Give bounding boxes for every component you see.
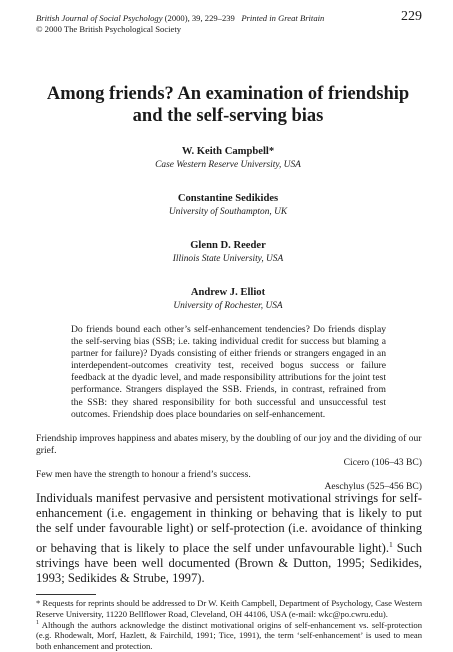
running-header [36, 13, 422, 35]
author-affiliation: University of Rochester, USA [173, 301, 283, 311]
correspondence-footnote: * Requests for reprints should be addressed to Dr W. Keith Campbell, Department of Psychology, Case Western Reserve University, 11220 Bellflower Road, Cleveland, OH 44106, USA (e-mail: wkc@po.cwru.edu). [36, 598, 422, 619]
author-name: Andrew J. Elliot [190, 287, 266, 298]
copyright-line: © 2000 The British Psychological Society [36, 24, 182, 34]
body-text: Individuals manifest pervasive and persistent motivational strivings for self-enhancement (i.e. engagement in thinking or behaving that is likely to put the self under favourable light) or self-protection (i.e. avoidance of thinking or behaving that is likely to place the self under unfavourable light). [36, 491, 422, 555]
article-title [28, 83, 428, 127]
journal-name: British Journal of Social Psychology [36, 13, 163, 23]
author-block [28, 286, 428, 312]
author-name: W. Keith Campbell* [181, 146, 275, 157]
author-affiliation: Case Western Reserve University, USA [155, 160, 301, 170]
author-block [28, 145, 428, 171]
epigraph [36, 469, 422, 493]
author-name: Constantine Sedikides [177, 193, 279, 204]
footnote-ref[interactable]: 1 [388, 539, 393, 549]
footnote-text: Although the authors acknowledge the distinct motivational origins of self-enhancement vs. self-protection (e.g. Rhodewalt, Morf, Hazlett, & Fairchild, 1991; Tice, 1991), the term ‘self-enhancement’ is used to mean both enhancement and protection. [36, 619, 422, 652]
journal-citation: (2000), 39, 229–239 [164, 13, 235, 23]
author-name: Glenn D. Reeder [190, 240, 266, 251]
epigraph-source: Aeschylus (525–456 BC) [324, 481, 422, 492]
title-line-1: Among friends? An examination of friendship [46, 84, 410, 104]
printed-in: Printed in Great Britain [241, 13, 325, 23]
footnote-marker: 1 [36, 620, 39, 626]
author-block [28, 239, 428, 265]
author-affiliation: University of Southampton, UK [168, 207, 288, 217]
abstract: Do friends bound each other’s self-enhancement tendencies? Do friends display the self-serving bias (SSB; i.e. taking individual credit for success but blaming a partner for failure)? Dyads consisting of either friends or strangers engaged in an interdependent-outcomes creativity test, received bogus success or failure feedback at the dyadic level, and made responsibility attributions for the joint test performance. Strangers displayed the SSB. Friends, in contrast, refrained from the SSB: they shared responsibility for both successful and unsuccessful test outcomes. Friendship does place boundaries on self-enhancement. [71, 324, 386, 420]
body-paragraph [36, 491, 422, 586]
page-number: 229 [401, 9, 422, 24]
epigraph-quote: Friendship improves happiness and abates misery, by the doubling of our joy and the dividing of our grief. [36, 433, 422, 456]
author-affiliation: Illinois State University, USA [172, 254, 284, 264]
epigraph-quote: Few men have the strength to honour a friend’s success. [36, 469, 251, 480]
footnote-1 [36, 618, 422, 652]
epigraph [36, 433, 422, 469]
epigraph-source: Cicero (106–43 BC) [343, 457, 422, 468]
footnote-divider [36, 594, 96, 595]
author-block [28, 192, 428, 218]
title-line-2: and the self-serving bias [132, 106, 324, 126]
body-text-continued: Such strivings have been well documented (Brown & Dutton, 1995; Sedikides, 1993; Sedikides & Strube, 1997). [36, 540, 422, 586]
